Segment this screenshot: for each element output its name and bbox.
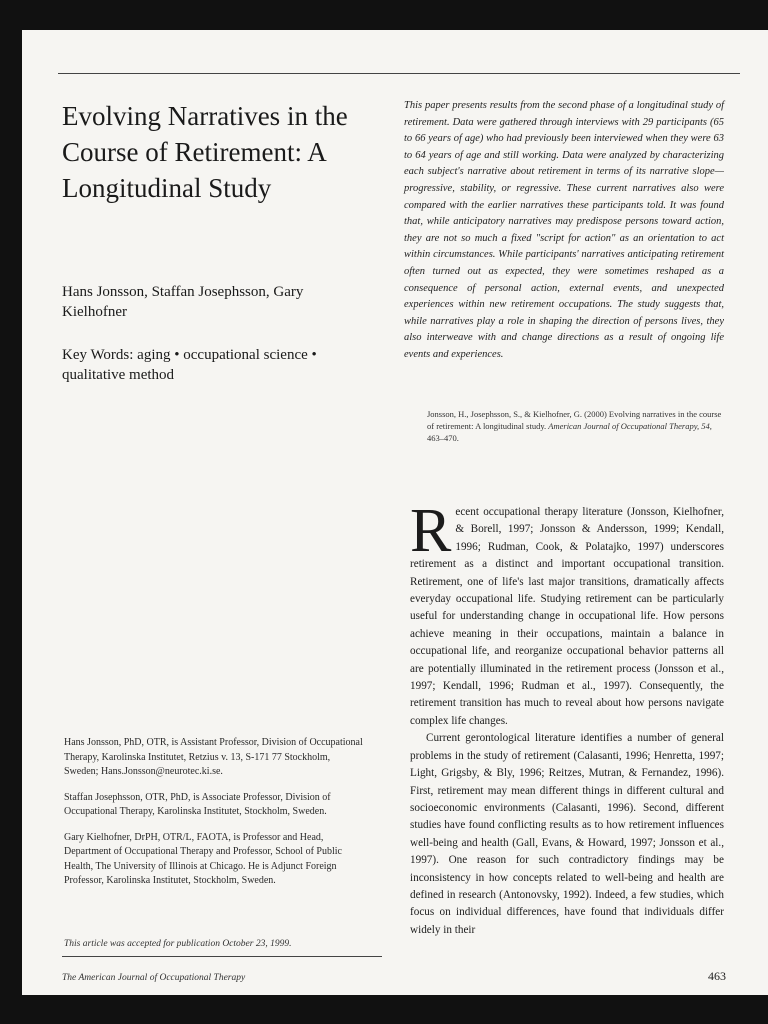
- body-text: [410, 497, 724, 939]
- drop-cap: R: [410, 497, 452, 565]
- article-title: Evolving Narratives in the Course of Retirement: A Longitudinal Study: [62, 101, 348, 203]
- affiliation-kielhofner: Gary Kielhofner, DrPH, OTR/L, FAOTA, is Professor and Head, Department of Occupational Therapy and Professor, School of Public Health, The University of Illinois at Chicago. He is Adjunct Foreign Professor, Karolinska Institutet, Stockholm, Sweden.: [64, 831, 342, 886]
- body-paragraph-1: [410, 497, 724, 730]
- top-rule: [58, 73, 740, 74]
- citation-journal: American Journal of Occupational Therapy, 54,: [548, 421, 712, 431]
- affiliation-josephsson: Staffan Josephsson, OTR, PhD, is Associate Professor, Division of Occupational Therapy, Karolinska Institutet, Stockholm, Sweden.: [64, 791, 331, 817]
- citation: [427, 408, 724, 444]
- bottom-rule: [62, 956, 382, 957]
- abstract: This paper presents results from the second phase of a longitudinal study of retirement. Data were gathered through interviews with 29 participants (65 to 66 years of age) who had previously been interviewed when they were 63 to 64 years of age and still working. Data were analyzed by characterizing each subject's narrative about retirement in terms of its narrative slope—progressive, stability, or regressive. These current narratives also were compared with the earlier narratives these participants told. It was found that, while anticipatory narratives may predispose persons toward action, they are not so much a fixed "script for action" as an orientation to act within circumstances. While participants' narratives anticipating retirement often turned out as expected, they were sometimes reshaped as a consequence of personal action, external events, and unexpected experiences within new retirement occupations. The study suggests that, while narratives play a role in shaping the direction of persons lives, they also interweave with and change directions as a result of ongoing life events and experiences.: [404, 100, 724, 360]
- page-number: 463: [708, 969, 726, 983]
- author-list: Hans Jonsson, Staffan Josephsson, Gary Kielhofner: [62, 284, 304, 320]
- key-words: Key Words: aging • occupational science • qualitative method: [62, 347, 317, 383]
- footer-journal-name: The American Journal of Occupational Therapy: [62, 973, 246, 983]
- body-paragraph-2: Current gerontological literature identifies a number of general problems in the study of retirement (Calasanti, 1996; Henretta, 1997; Light, Grigsby, & Bly, 1996; Reitzes, Mutran, & Fernandez, 1996). First, retirement may mean different things in different cultural and socioeconomic environments (Calasanti, 1996). Second, different studies have found conflicting results as to how retirement influences well-being and health (Gall, Evans, & Howard, 1997; Jonsson et al., 1997). One reason for such contradictory findings may be inconsistency in how concepts related to well-being and health are defined in research (Antonovsky, 1992). Indeed, a few studies, which focus on individual differences, have found that individuals differ widely in their: [410, 732, 724, 936]
- citation-pages: 463–470.: [427, 433, 459, 443]
- body-paragraph-1-text: ecent occupational therapy literature (Jonsson, Kielhofner, & Borell, 1997; Jonsson & Andersson, 1999; Kendall, 1996; Rudman, Cook, & Polatajko, 1997) underscores retirement as a distinct and important occupational transition. Retirement, one of life's last major transitions, dramatically affects everyday occupational life. Studying retirement can be particularly useful for understanding change in occupational life. How persons achieve meaning in their occupations, maintain a balance in occupational life, and reorganize occupational behavior patterns all are potentially illuminated in the retirement process (Jonsson et al., 1997; Kendall, 1996; Rudman et al., 1997). Consequently, the retirement transition has much to reveal about how persons navigate complex life changes.: [410, 506, 724, 727]
- author-affiliations: [64, 736, 364, 900]
- journal-page: [22, 30, 768, 995]
- citation-text: Jonsson, H., Josephsson, S., & Kielhofner, G. (2000) Evolving narratives in the course of retirement: A longitudinal study.: [427, 409, 722, 431]
- affiliation-jonsson: Hans Jonsson, PhD, OTR, is Assistant Professor, Division of Occupational Therapy, Karolinska Institutet, Retzius v. 13, S-171 77 Stockholm, Sweden; Hans.Jonsson@neurotec.ki.se.: [64, 737, 363, 777]
- acceptance-note: This article was accepted for publication October 23, 1999.: [64, 939, 292, 949]
